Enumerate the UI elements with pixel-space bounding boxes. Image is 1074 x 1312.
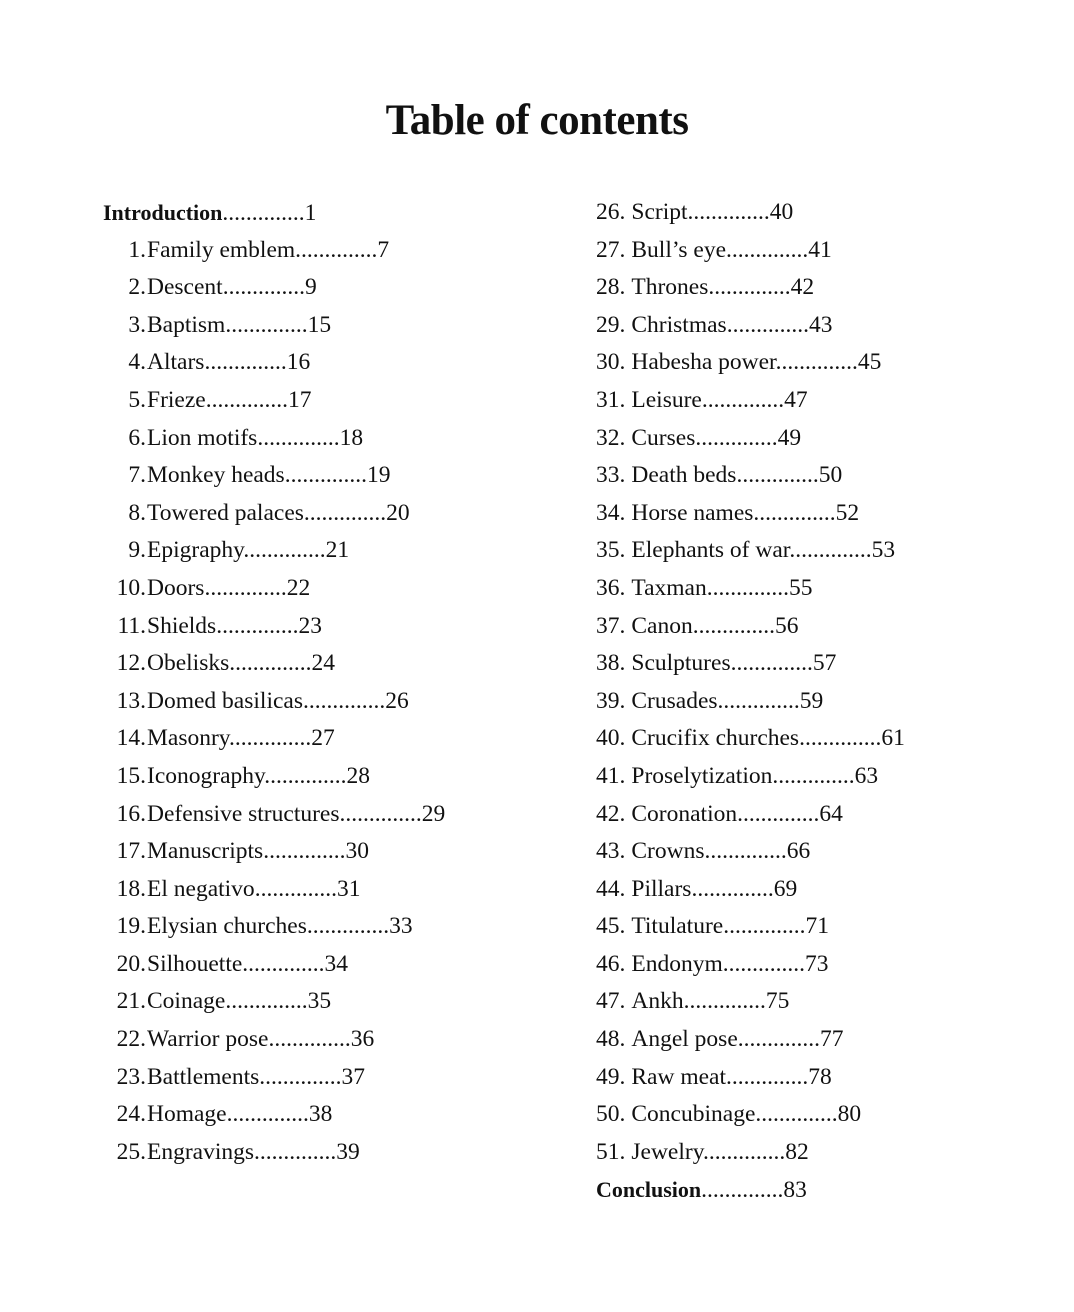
toc-entry-title: Coronation [631, 800, 738, 827]
toc-entry [103, 683, 583, 721]
toc-entry-title: Curses [631, 424, 696, 451]
toc-entry [103, 720, 583, 758]
toc-dot-leader: .............. [737, 1026, 821, 1053]
toc-entry-title: Family emblem [147, 236, 296, 263]
toc-entry-number: 4. [128, 349, 146, 376]
toc-dot-leader: .............. [775, 349, 858, 376]
toc-dot-leader: .............. [695, 424, 778, 451]
toc-entry-title: Titulature [631, 913, 724, 940]
toc-entry [596, 796, 1016, 834]
toc-entry-number: 15. [116, 762, 146, 789]
toc-entry-page: 75 [765, 988, 790, 1015]
toc-entry [596, 1059, 1016, 1097]
toc-entry-number: 13. [116, 687, 146, 714]
toc-entry [596, 382, 1016, 420]
toc-entry [103, 232, 583, 270]
toc-dot-leader: .............. [229, 650, 312, 677]
toc-entry-page: 40 [769, 199, 794, 225]
toc-entry-number: 20. [116, 950, 146, 977]
toc-entry-title: Habesha power [631, 349, 776, 376]
toc-dot-leader: .............. [226, 1101, 309, 1128]
toc-entry-number: 35. [596, 537, 626, 564]
toc-dot-leader: .............. [789, 537, 872, 564]
toc-entry-page: 80 [837, 1101, 862, 1128]
toc-entry [103, 1021, 583, 1059]
toc-entry-title: Defensive structures [147, 800, 340, 827]
toc-entry-page: 42 [790, 274, 815, 301]
toc-entry-number: 37. [596, 612, 626, 639]
toc-dot-leader: .............. [264, 762, 347, 789]
toc-entry [103, 344, 583, 382]
toc-dot-leader: .............. [204, 349, 287, 376]
toc-dot-leader: .............. [263, 838, 346, 865]
toc-entry-number: 36. [596, 574, 626, 601]
toc-dot-leader: .............. [254, 875, 337, 902]
toc-dot-leader: .............. [701, 1177, 784, 1204]
toc-entry-page: 55 [788, 574, 813, 601]
toc-entry [103, 946, 583, 984]
toc-dot-leader: .............. [737, 800, 820, 827]
toc-entry-page: 47 [784, 386, 808, 413]
toc-entry-number: 17. [116, 838, 146, 865]
toc-dot-leader: .............. [243, 537, 326, 564]
toc-entry-number: 42. [596, 800, 626, 827]
toc-entry-title: Warrior pose [147, 1026, 269, 1053]
toc-entry [596, 232, 1016, 270]
toc-entry-title: Lion motifs [147, 424, 258, 451]
toc-entry [103, 457, 583, 495]
toc-entry [103, 269, 583, 307]
toc-entry-number: 14. [116, 725, 146, 752]
toc-entry-page: 9 [304, 274, 317, 301]
toc-dot-leader: .............. [755, 1101, 838, 1128]
toc-entry-title: Coinage [147, 988, 226, 1015]
toc-entry-title: Frieze [147, 386, 206, 413]
toc-dot-leader: .............. [683, 988, 766, 1015]
toc-entry-title: Epigraphy [147, 537, 244, 564]
toc-entry [596, 457, 1016, 495]
toc-entry-title: Altars [147, 349, 205, 376]
toc-dot-leader: .............. [222, 200, 305, 226]
toc-entry-page: 57 [812, 650, 837, 677]
toc-entry-title: Engravings [147, 1138, 255, 1165]
toc-entry-title: Introduction [103, 200, 223, 225]
toc-entry-title: Towered palaces [147, 499, 304, 526]
toc-entry-number: 2. [128, 274, 146, 301]
toc-dot-leader: .............. [726, 1063, 809, 1090]
toc-entry-page: 16 [286, 349, 311, 376]
toc-entry-title: Manuscripts [147, 838, 264, 865]
toc-entry-number: 48. [596, 1026, 626, 1053]
toc-entry-page: 45 [857, 349, 882, 376]
toc-entry-page: 59 [799, 687, 824, 714]
toc-entry-number: 21. [116, 988, 146, 1015]
toc-entry-number: 7. [128, 462, 146, 489]
toc-entry [596, 307, 1016, 345]
toc-entry [596, 1096, 1016, 1134]
toc-entry-number: 9. [128, 537, 146, 564]
toc-entry-title: Angel pose [631, 1026, 738, 1053]
toc-entry-number: 51. [596, 1138, 626, 1165]
toc-entry-title: Domed basilicas [147, 687, 303, 714]
toc-entry-number: 43. [596, 838, 626, 865]
toc-entry [103, 608, 583, 646]
toc-dot-leader: .............. [702, 1138, 786, 1165]
toc-entry-number: 34. [596, 499, 626, 526]
toc-entry-page: 38 [308, 1101, 333, 1128]
toc-dot-leader: .............. [268, 1026, 351, 1053]
toc-dot-leader: .............. [254, 1138, 337, 1165]
toc-entry [103, 758, 583, 796]
toc-entry-number: 41. [596, 762, 626, 789]
toc-entry-page: 71 [805, 913, 829, 940]
toc-entry-number: 32. [596, 424, 626, 451]
toc-entry-page: 29 [421, 800, 446, 827]
toc-entry [596, 532, 1016, 570]
toc-dot-leader: .............. [706, 574, 789, 601]
toc-entry [596, 645, 1016, 683]
toc-entry-title: Bull’s eye [631, 236, 727, 263]
toc-dot-leader: .............. [225, 988, 308, 1015]
toc-entry-page: 82 [785, 1138, 809, 1165]
page-title: Table of contents [385, 97, 689, 144]
toc-entry-page: 22 [286, 574, 311, 601]
toc-entry [596, 1021, 1016, 1059]
toc-entry-page: 20 [386, 499, 410, 526]
toc-entry [596, 608, 1016, 646]
toc-dot-leader: .............. [222, 274, 305, 301]
toc-entry [103, 1096, 583, 1134]
toc-entry-number: 16. [116, 800, 146, 827]
toc-dot-leader: .............. [259, 1063, 342, 1090]
toc-entry-title: Homage [147, 1101, 227, 1128]
toc-entry-title: Proselytization [631, 762, 773, 789]
toc-entry-page: 27 [311, 725, 335, 752]
toc-entry-number: 26. [596, 199, 626, 225]
toc-dot-leader: .............. [726, 311, 809, 338]
toc-entry [103, 1134, 583, 1172]
toc-entry-page: 56 [774, 612, 799, 639]
toc-entry-number: 47. [596, 988, 626, 1015]
toc-entry [103, 420, 583, 458]
toc-entry-title: Iconography [147, 762, 265, 789]
toc-entry-title: Silhouette [147, 950, 243, 977]
toc-entry-number: 40. [596, 725, 626, 752]
toc-entry-number: 5. [128, 386, 146, 413]
toc-dot-leader: .............. [295, 236, 378, 263]
toc-entry-number: 3. [128, 311, 146, 338]
toc-entry-number: 11. [117, 612, 146, 639]
toc-entry [596, 269, 1016, 307]
toc-entry-title: Christmas [631, 311, 727, 338]
toc-entry-number: 44. [596, 875, 626, 902]
toc-entry [103, 871, 583, 909]
toc-entry-title: Monkey heads [147, 462, 285, 489]
toc-entry-page: 30 [345, 838, 369, 865]
toc-right-column [596, 194, 1016, 1209]
toc-entry-number: 50. [596, 1101, 626, 1128]
toc-dot-leader: .............. [229, 725, 312, 752]
toc-entry-number: 46. [596, 950, 626, 977]
toc-entry [596, 420, 1016, 458]
toc-entry-number: 25. [116, 1138, 146, 1165]
toc-entry-page: 28 [346, 762, 370, 789]
toc-entry-title: Pillars [631, 875, 692, 902]
toc-entry-number: 8. [128, 499, 146, 526]
toc-entry [103, 495, 583, 533]
toc-entry-page: 26 [385, 687, 409, 714]
toc-dot-leader: .............. [723, 913, 806, 940]
toc-entry [103, 307, 583, 345]
toc-entry-number: 45. [596, 913, 626, 940]
toc-entry-page: 19 [366, 462, 391, 489]
toc-entry-number: 6. [128, 424, 146, 451]
toc-dot-leader: .............. [216, 612, 299, 639]
toc-entry-page: 66 [786, 838, 811, 865]
toc-entry-page: 37 [341, 1063, 366, 1090]
toc-entry-title: Elysian churches [147, 913, 307, 940]
toc-entry-number: 1. [128, 236, 146, 263]
toc-entry-title: Descent [147, 274, 223, 301]
toc-entry-page: 53 [871, 537, 896, 564]
toc-entry-title: Baptism [147, 311, 226, 338]
toc-entry-title: Conclusion [596, 1177, 702, 1203]
toc-entry-title: Obelisks [147, 650, 230, 677]
toc-dot-leader: .............. [205, 386, 288, 413]
toc-entry [596, 720, 1016, 758]
toc-dot-leader: .............. [799, 725, 882, 752]
toc-entry-number: 18. [116, 875, 146, 902]
toc-entry-page: 63 [854, 762, 879, 789]
toc-entry-title: Canon [631, 612, 693, 639]
toc-dot-leader: .............. [722, 950, 806, 977]
toc-entry-number: 10. [116, 574, 146, 601]
toc-dot-leader: .............. [303, 499, 387, 526]
toc-entry-page: 18 [339, 424, 364, 451]
toc-entry-title: Raw meat [631, 1063, 726, 1090]
toc-dot-leader: .............. [284, 462, 367, 489]
toc-entry-title: Crusades [631, 687, 718, 714]
toc-entry [103, 908, 583, 946]
toc-entry-number: 30. [596, 349, 626, 376]
toc-entry-number: 22. [116, 1026, 146, 1053]
toc-entry [103, 796, 583, 834]
toc-entry-number: 28. [596, 274, 626, 301]
toc-entry-page: 83 [783, 1177, 807, 1204]
toc-entry [596, 1134, 1016, 1172]
toc-entry-title: Endonym [631, 950, 723, 977]
toc-entry-page: 1 [304, 200, 317, 226]
toc-entry-title: Battlements [147, 1063, 260, 1090]
toc-entry-title: Ankh [631, 988, 684, 1015]
toc-entry [103, 194, 583, 232]
toc-entry-page: 64 [819, 800, 843, 827]
toc-entry [596, 833, 1016, 871]
toc-dot-leader: .............. [306, 913, 390, 940]
toc-dot-leader: .............. [726, 236, 809, 263]
toc-entry-number: 23. [116, 1063, 146, 1090]
toc-entry [596, 758, 1016, 796]
toc-dot-leader: .............. [225, 311, 308, 338]
toc-entry [596, 683, 1016, 721]
toc-entry-page: 52 [835, 499, 860, 526]
toc-entry-title: Thrones [631, 274, 709, 301]
toc-entry-title: Script [631, 199, 688, 225]
toc-dot-leader: .............. [701, 386, 785, 413]
toc-dot-leader: .............. [736, 462, 819, 489]
toc-entry-number: 39. [596, 687, 626, 714]
toc-dot-leader: .............. [730, 650, 813, 677]
toc-dot-leader: .............. [204, 574, 287, 601]
toc-entry-page: 34 [324, 950, 349, 977]
toc-entry-page: 31 [336, 875, 361, 902]
toc-entry-number: 49. [596, 1063, 626, 1090]
toc-entry-title: Shields [147, 612, 217, 639]
toc-entry-title: Masonry [147, 725, 230, 752]
toc-entry-title: Sculptures [631, 650, 731, 677]
toc-entry-page: 77 [820, 1026, 844, 1053]
toc-dot-leader: .............. [753, 499, 836, 526]
toc-entry-title: Taxman [631, 574, 707, 601]
toc-entry [596, 495, 1016, 533]
toc-entry-number: 29. [596, 311, 626, 338]
toc-entry-number: 38. [596, 650, 626, 677]
toc-entry [103, 532, 583, 570]
toc-entry-page: 35 [307, 988, 332, 1015]
toc-entry [596, 908, 1016, 946]
toc-entry-page: 36 [350, 1026, 375, 1053]
toc-entry-title: Crucifix churches [631, 725, 800, 752]
toc-entry-title: El negativo [147, 875, 255, 902]
toc-entry-number: 33. [596, 462, 626, 489]
toc-dot-leader: .............. [772, 762, 855, 789]
toc-entry-page: 69 [773, 875, 798, 902]
toc-dot-leader: .............. [302, 687, 386, 714]
toc-entry-page: 17 [287, 386, 312, 413]
toc-entry [103, 382, 583, 420]
toc-entry-page: 41 [808, 236, 832, 263]
toc-dot-leader: .............. [339, 800, 422, 827]
toc-entry [596, 344, 1016, 382]
toc-entry [596, 946, 1016, 984]
toc-entry-page: 7 [377, 236, 390, 263]
toc-entry-number: 27. [596, 236, 626, 263]
toc-entry-page: 39 [336, 1138, 360, 1165]
toc-left-column [103, 194, 583, 1171]
toc-entry-title: Doors [147, 574, 205, 601]
toc-entry [596, 871, 1016, 909]
toc-entry-title: Concubinage [631, 1101, 756, 1128]
toc-entry-number: 31. [596, 386, 626, 413]
toc-entry-title: Jewelry [631, 1138, 703, 1165]
toc-entry-page: 43 [808, 311, 833, 338]
toc-dot-leader: .............. [257, 424, 340, 451]
toc-dot-leader: .............. [687, 199, 770, 225]
toc-entry-page: 21 [325, 537, 350, 564]
toc-entry [103, 983, 583, 1021]
toc-entry [103, 645, 583, 683]
toc-entry [596, 570, 1016, 608]
toc-entry-page: 24 [311, 650, 335, 677]
toc-entry [103, 570, 583, 608]
toc-dot-leader: .............. [242, 950, 325, 977]
toc-entry-number: 24. [116, 1101, 146, 1128]
toc-entry-number: 12. [116, 650, 146, 677]
toc-entry [596, 194, 1016, 232]
toc-entry-title: Crowns [631, 838, 705, 865]
toc-dot-leader: .............. [691, 875, 774, 902]
toc-entry-page: 23 [298, 612, 322, 639]
toc-entry [596, 983, 1016, 1021]
toc-entry-page: 73 [805, 950, 829, 977]
toc-entry [596, 1171, 1016, 1209]
toc-dot-leader: .............. [708, 274, 791, 301]
toc-entry-title: Leisure [631, 386, 702, 413]
toc-entry-page: 49 [777, 424, 802, 451]
toc-dot-leader: .............. [704, 838, 787, 865]
toc-entry [103, 1059, 583, 1097]
toc-entry-title: Horse names [631, 499, 754, 526]
toc-entry-title: Elephants of war [631, 537, 790, 564]
toc-dot-leader: .............. [717, 687, 800, 714]
toc-entry [103, 833, 583, 871]
toc-entry-page: 33 [389, 913, 413, 940]
toc-entry-page: 50 [818, 462, 843, 489]
toc-entry-page: 61 [881, 725, 905, 752]
toc-entry-page: 15 [307, 311, 332, 338]
toc-entry-title: Death beds [631, 462, 737, 489]
toc-entry-number: 19. [116, 913, 146, 940]
toc-entry-page: 78 [808, 1063, 832, 1090]
toc-dot-leader: .............. [692, 612, 775, 639]
